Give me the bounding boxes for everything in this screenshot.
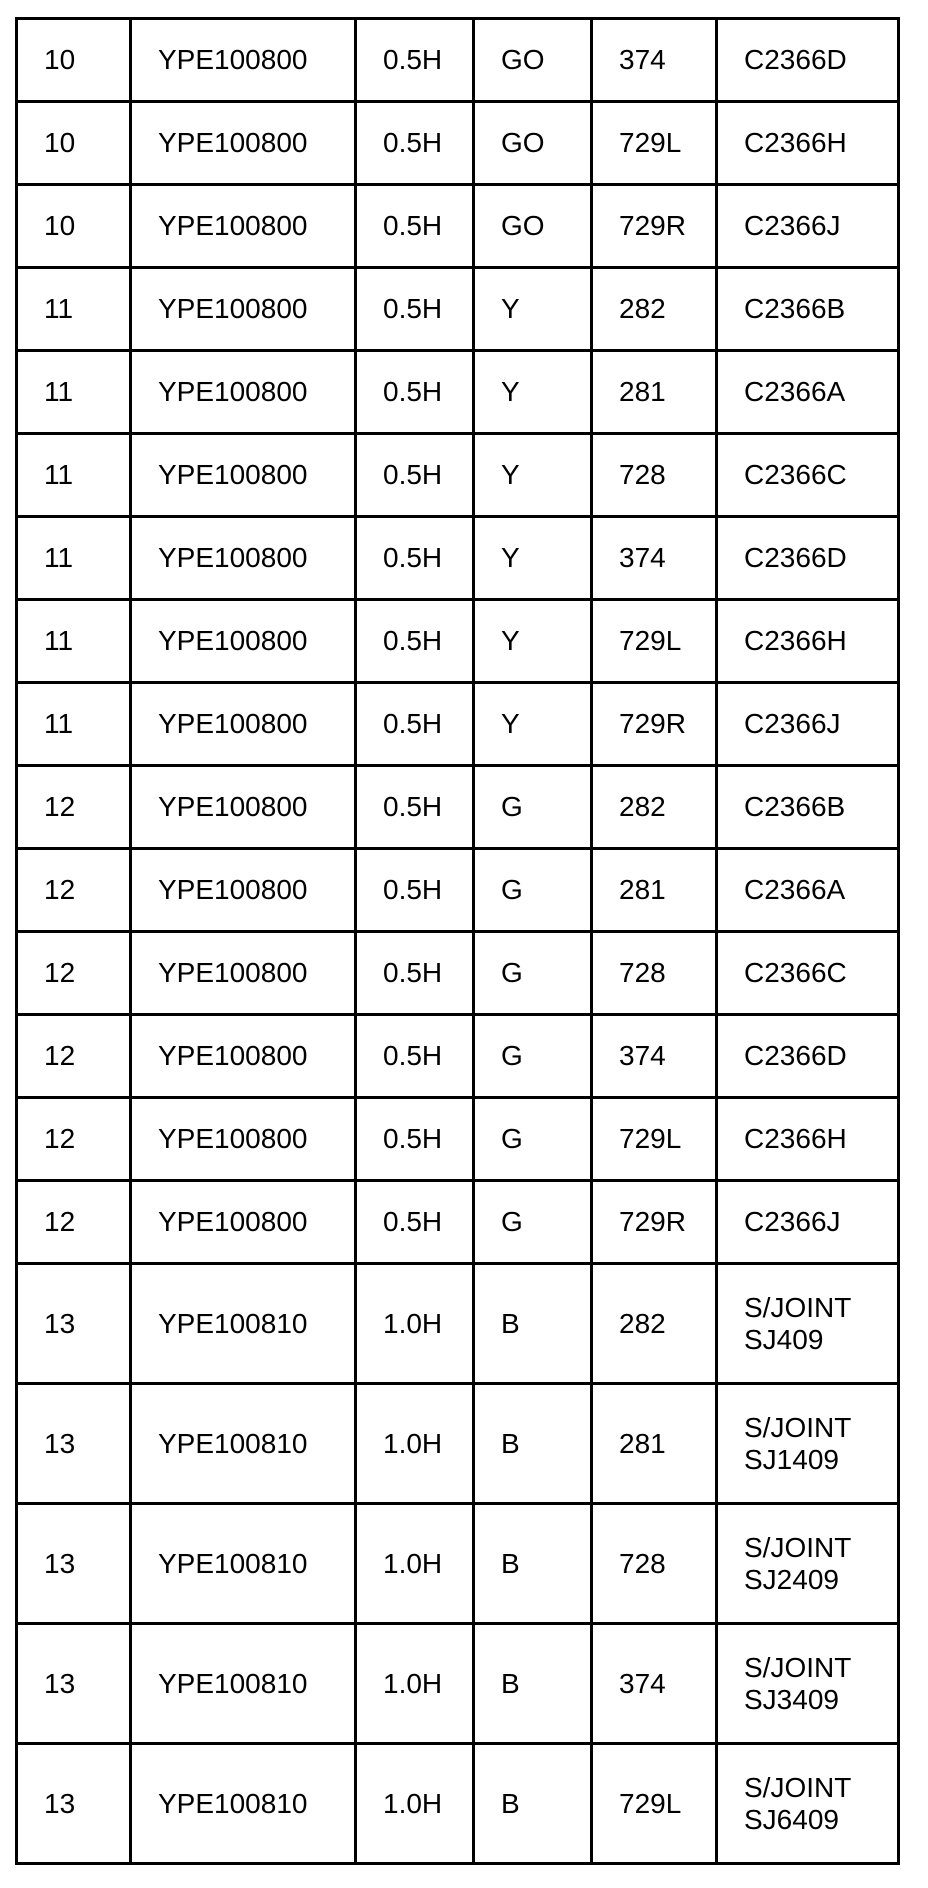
part-number-cell: YPE100810 <box>131 1744 356 1864</box>
terminal-cell: 729L <box>592 1744 717 1864</box>
circuit-number-cell: 11 <box>17 517 131 600</box>
color-cell: Y <box>474 434 592 517</box>
part-number-cell: YPE100810 <box>131 1264 356 1384</box>
size-cell: 0.5H <box>356 1181 474 1264</box>
size-cell: 0.5H <box>356 434 474 517</box>
color-cell: G <box>474 932 592 1015</box>
size-cell: 0.5H <box>356 683 474 766</box>
connector-cell: C2366C <box>717 434 899 517</box>
connector-cell: S/JOINT SJ3409 <box>717 1624 899 1744</box>
table-row <box>17 1384 899 1504</box>
table-row <box>17 1264 899 1384</box>
part-number-cell: YPE100800 <box>131 1015 356 1098</box>
terminal-cell: 282 <box>592 766 717 849</box>
part-number-cell: YPE100800 <box>131 517 356 600</box>
terminal-cell: 281 <box>592 1384 717 1504</box>
color-cell: Y <box>474 683 592 766</box>
connector-cell: C2366J <box>717 683 899 766</box>
circuit-number-cell: 10 <box>17 19 131 102</box>
size-cell: 1.0H <box>356 1384 474 1504</box>
size-cell: 0.5H <box>356 517 474 600</box>
size-cell: 0.5H <box>356 849 474 932</box>
circuit-number-cell: 10 <box>17 102 131 185</box>
size-cell: 1.0H <box>356 1504 474 1624</box>
connector-cell: C2366A <box>717 351 899 434</box>
terminal-cell: 729R <box>592 683 717 766</box>
terminal-cell: 282 <box>592 1264 717 1384</box>
terminal-cell: 374 <box>592 19 717 102</box>
circuit-number-cell: 12 <box>17 932 131 1015</box>
color-cell: G <box>474 1015 592 1098</box>
connector-cell: S/JOINT SJ409 <box>717 1264 899 1384</box>
circuit-number-cell: 10 <box>17 185 131 268</box>
circuit-number-cell: 12 <box>17 849 131 932</box>
terminal-cell: 729R <box>592 185 717 268</box>
terminal-cell: 729L <box>592 600 717 683</box>
part-number-cell: YPE100810 <box>131 1504 356 1624</box>
terminal-cell: 729R <box>592 1181 717 1264</box>
color-cell: B <box>474 1504 592 1624</box>
table-row <box>17 1504 899 1624</box>
part-number-cell: YPE100800 <box>131 102 356 185</box>
table-row <box>17 1015 899 1098</box>
part-number-cell: YPE100800 <box>131 1181 356 1264</box>
part-number-cell: YPE100810 <box>131 1384 356 1504</box>
circuit-number-cell: 13 <box>17 1384 131 1504</box>
part-number-cell: YPE100800 <box>131 600 356 683</box>
part-number-cell: YPE100800 <box>131 351 356 434</box>
color-cell: B <box>474 1264 592 1384</box>
connector-cell: S/JOINT SJ1409 <box>717 1384 899 1504</box>
part-number-cell: YPE100800 <box>131 932 356 1015</box>
connector-cell: C2366B <box>717 268 899 351</box>
table-row <box>17 351 899 434</box>
size-cell: 0.5H <box>356 600 474 683</box>
circuit-number-cell: 13 <box>17 1744 131 1864</box>
connector-cell: S/JOINT SJ2409 <box>717 1504 899 1624</box>
size-cell: 0.5H <box>356 766 474 849</box>
circuit-number-cell: 11 <box>17 683 131 766</box>
wire-list-table <box>15 17 900 1865</box>
part-number-cell: YPE100800 <box>131 1098 356 1181</box>
color-cell: G <box>474 849 592 932</box>
terminal-cell: 374 <box>592 517 717 600</box>
connector-cell: C2366A <box>717 849 899 932</box>
color-cell: Y <box>474 600 592 683</box>
color-cell: Y <box>474 351 592 434</box>
size-cell: 1.0H <box>356 1744 474 1864</box>
table-row <box>17 1744 899 1864</box>
color-cell: G <box>474 1098 592 1181</box>
color-cell: B <box>474 1384 592 1504</box>
color-cell: GO <box>474 185 592 268</box>
terminal-cell: 281 <box>592 351 717 434</box>
part-number-cell: YPE100800 <box>131 268 356 351</box>
connector-cell: C2366J <box>717 185 899 268</box>
table-row <box>17 19 899 102</box>
table-row <box>17 1181 899 1264</box>
circuit-number-cell: 13 <box>17 1264 131 1384</box>
circuit-number-cell: 11 <box>17 434 131 517</box>
circuit-number-cell: 12 <box>17 766 131 849</box>
terminal-cell: 729L <box>592 1098 717 1181</box>
color-cell: Y <box>474 268 592 351</box>
part-number-cell: YPE100800 <box>131 849 356 932</box>
part-number-cell: YPE100810 <box>131 1624 356 1744</box>
color-cell: G <box>474 1181 592 1264</box>
size-cell: 0.5H <box>356 19 474 102</box>
part-number-cell: YPE100800 <box>131 683 356 766</box>
table-row <box>17 434 899 517</box>
part-number-cell: YPE100800 <box>131 19 356 102</box>
connector-cell: C2366D <box>717 19 899 102</box>
circuit-number-cell: 11 <box>17 600 131 683</box>
wire-list-table-body <box>17 19 899 1864</box>
circuit-number-cell: 12 <box>17 1181 131 1264</box>
table-row <box>17 683 899 766</box>
circuit-number-cell: 11 <box>17 351 131 434</box>
table-row <box>17 185 899 268</box>
circuit-number-cell: 13 <box>17 1504 131 1624</box>
connector-cell: C2366D <box>717 1015 899 1098</box>
color-cell: B <box>474 1744 592 1864</box>
color-cell: G <box>474 766 592 849</box>
part-number-cell: YPE100800 <box>131 766 356 849</box>
table-row <box>17 1098 899 1181</box>
table-row <box>17 600 899 683</box>
table-row <box>17 932 899 1015</box>
circuit-number-cell: 13 <box>17 1624 131 1744</box>
connector-cell: C2366B <box>717 766 899 849</box>
table-row <box>17 1624 899 1744</box>
table-row <box>17 766 899 849</box>
terminal-cell: 729L <box>592 102 717 185</box>
terminal-cell: 282 <box>592 268 717 351</box>
color-cell: B <box>474 1624 592 1744</box>
size-cell: 1.0H <box>356 1624 474 1744</box>
size-cell: 1.0H <box>356 1264 474 1384</box>
color-cell: GO <box>474 19 592 102</box>
terminal-cell: 728 <box>592 434 717 517</box>
size-cell: 0.5H <box>356 351 474 434</box>
size-cell: 0.5H <box>356 1015 474 1098</box>
terminal-cell: 281 <box>592 849 717 932</box>
size-cell: 0.5H <box>356 268 474 351</box>
table-row <box>17 268 899 351</box>
connector-cell: C2366D <box>717 517 899 600</box>
size-cell: 0.5H <box>356 185 474 268</box>
part-number-cell: YPE100800 <box>131 434 356 517</box>
connector-cell: S/JOINT SJ6409 <box>717 1744 899 1864</box>
connector-cell: C2366H <box>717 1098 899 1181</box>
circuit-number-cell: 11 <box>17 268 131 351</box>
connector-cell: C2366H <box>717 102 899 185</box>
connector-cell: C2366C <box>717 932 899 1015</box>
circuit-number-cell: 12 <box>17 1098 131 1181</box>
terminal-cell: 374 <box>592 1624 717 1744</box>
table-row <box>17 102 899 185</box>
size-cell: 0.5H <box>356 102 474 185</box>
color-cell: GO <box>474 102 592 185</box>
connector-cell: C2366J <box>717 1181 899 1264</box>
table-row <box>17 517 899 600</box>
size-cell: 0.5H <box>356 1098 474 1181</box>
part-number-cell: YPE100800 <box>131 185 356 268</box>
connector-cell: C2366H <box>717 600 899 683</box>
terminal-cell: 728 <box>592 932 717 1015</box>
size-cell: 0.5H <box>356 932 474 1015</box>
terminal-cell: 374 <box>592 1015 717 1098</box>
table-row <box>17 849 899 932</box>
circuit-number-cell: 12 <box>17 1015 131 1098</box>
color-cell: Y <box>474 517 592 600</box>
terminal-cell: 728 <box>592 1504 717 1624</box>
